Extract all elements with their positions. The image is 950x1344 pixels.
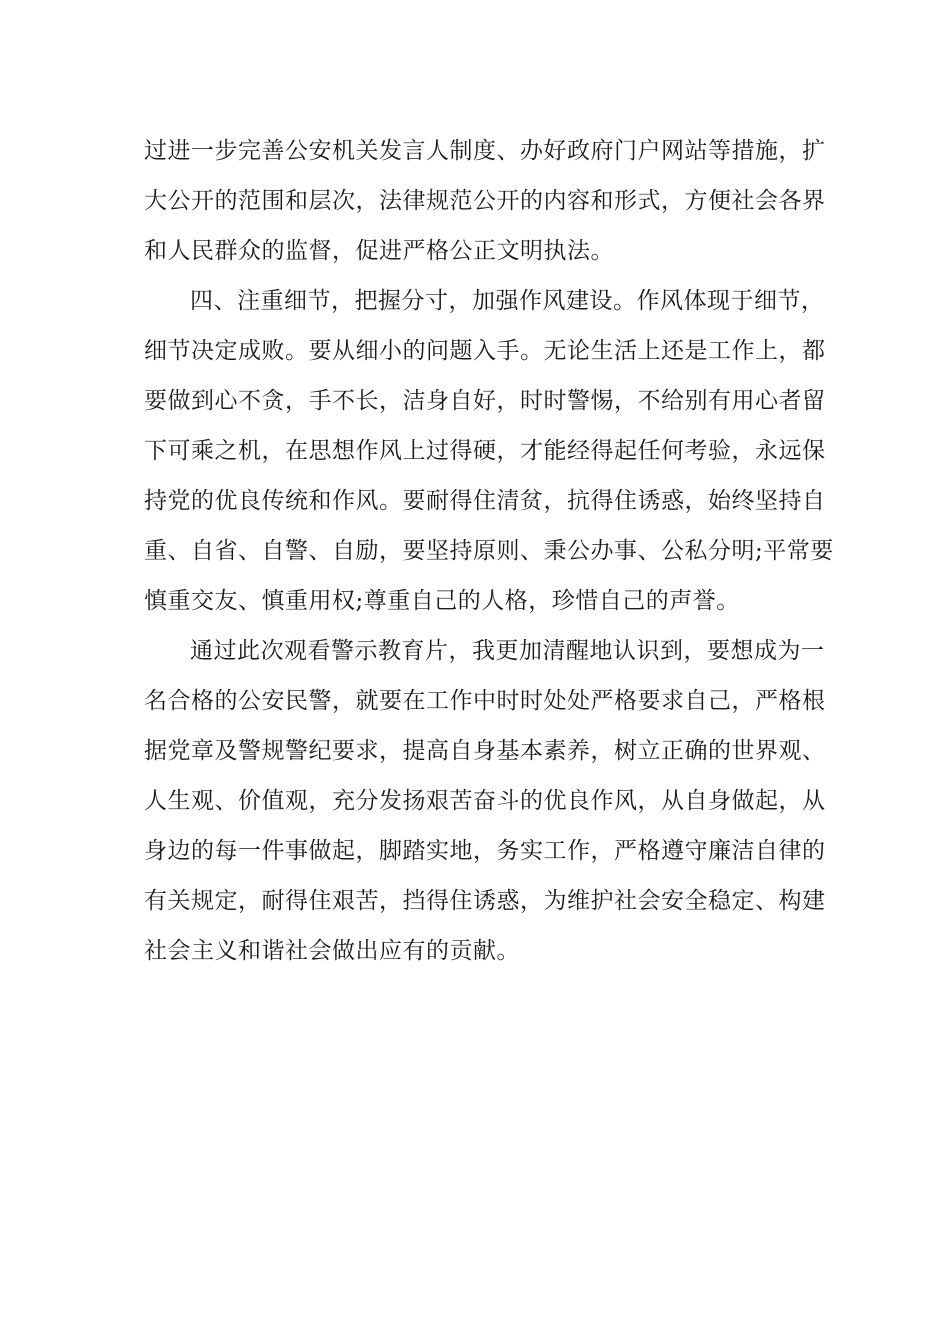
paragraph-2: [144, 276, 834, 626]
text-line: 名合格的公安民警，就要在工作中时时处处严格要求自己，严格根: [144, 688, 826, 714]
text-line: 身边的每一件事做起，脚踏实地，务实工作，严格遵守廉洁自律的: [144, 838, 826, 864]
text-line: 人生观、价值观，充分发扬艰苦奋斗的优良作风，从自身做起，从: [144, 788, 826, 814]
text-line: 细节决定成败。要从细小的问题入手。无论生活上还是工作上，都: [144, 338, 826, 364]
text-line: 四、注重细节，把握分寸，加强作风建设。作风体现于细节，: [190, 288, 825, 314]
text-line: 慎重交友、慎重用权;尊重自己的人格，珍惜自己的声誉。: [144, 588, 740, 614]
paragraph-1: [144, 126, 826, 276]
text-line: 下可乘之机，在思想作风上过得硬，才能经得起任何考验，永远保: [144, 438, 826, 464]
text-line: 持党的优良传统和作风。要耐得住清贫，抗得住诱惑，始终坚持自: [144, 488, 826, 514]
body-text: [144, 126, 834, 976]
text-line: 据党章及警规警纪要求，提高自身基本素养，树立正确的世界观、: [144, 738, 826, 764]
text-line: 有关规定，耐得住艰苦，挡得住诱惑，为维护社会安全稳定、构建: [144, 888, 826, 914]
text-line: 和人民群众的监督，促进严格公正文明执法。: [144, 238, 614, 264]
text-line: 重、自省、自警、自励，要坚持原则、秉公办事、公私分明;平常要: [144, 538, 834, 564]
text-line: 通过此次观看警示教育片，我更加清醒地认识到，要想成为一: [190, 638, 825, 664]
text-line: 过进一步完善公安机关发言人制度、办好政府门户网站等措施，扩: [144, 138, 826, 164]
paragraph-3: [144, 626, 826, 976]
text-line: 大公开的范围和层次，法律规范公开的内容和形式，方便社会各界: [144, 188, 826, 214]
text-line: 社会主义和谐社会做出应有的贡献。: [144, 938, 520, 964]
text-line: 要做到心不贪，手不长，洁身自好，时时警惕，不给别有用心者留: [144, 388, 826, 414]
